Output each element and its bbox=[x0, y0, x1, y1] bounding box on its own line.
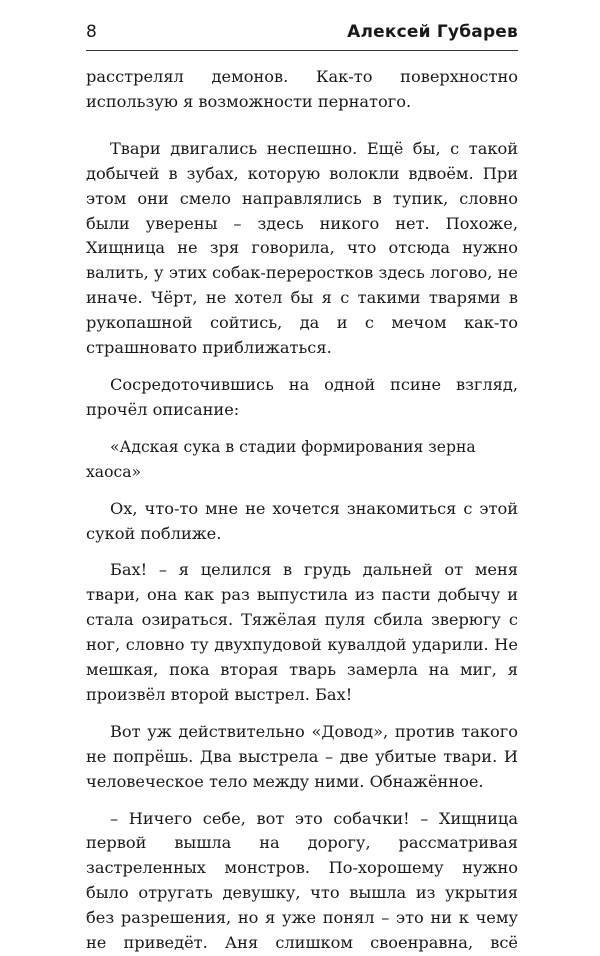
page-body bbox=[86, 65, 518, 956]
system-message-quote: «Адская сука в стадии формирования зерна хаоса» bbox=[86, 437, 476, 481]
paragraph: – Ничего себе, вот это собачки! – Хищница первой вышла на дорогу, рассматривая застреленных монстров. По-хорошему нужно было отругать девушку, что вышла из укрытия без разрешения, но я уже понял – это ни к чему не приведёт. Аня слишком своенравна, всё bbox=[86, 808, 518, 953]
paragraph: Бах! – я целился в грудь дальней от меня твари, она как раз выпустила из пасти добычу и стала озираться. Тяжёлая пуля сбила зверюгу с ног, словно ту двухпудовой кувалдой ударили. Не мешкая, пока вторая тварь замерла на миг, я произвёл второй выстрел. Бах! bbox=[86, 560, 518, 704]
book-page bbox=[86, 22, 518, 956]
running-head-author: Алексей Губарев bbox=[347, 22, 518, 42]
paragraph: Сосредоточившись на одной псине взгляд, прочёл описание: bbox=[86, 374, 518, 419]
page-number: 8 bbox=[86, 22, 97, 42]
paragraph: Вот уж действительно «Довод», против такого не попрёшь. Два выстрела – две убитые твари. И человеческое тело между ними. Обнажённое. bbox=[86, 721, 518, 791]
paragraph: Ох, что-то мне не хочется знакомиться с этой сукой поближе. bbox=[86, 498, 518, 543]
paragraph: Твари двигались неспешно. Ещё бы, с такой добычей в зубах, которую волокли вдвоём. При этом они смело направлялись в тупик, словно были уверены – здесь никого нет. Похоже, Хищница не зря говорила, что отсюда нужно валить, у этих собак-переростков здесь логово, не иначе. Чёрт, не хотел бы я с такими тварями в рукопашной сойтись, да и с мечом как-то страшновато приближаться. bbox=[86, 138, 518, 358]
paragraph-continuation: расстрелял демонов. Как-то поверхностно использую я возможности пернатого. bbox=[86, 67, 518, 111]
page-header bbox=[86, 22, 518, 51]
